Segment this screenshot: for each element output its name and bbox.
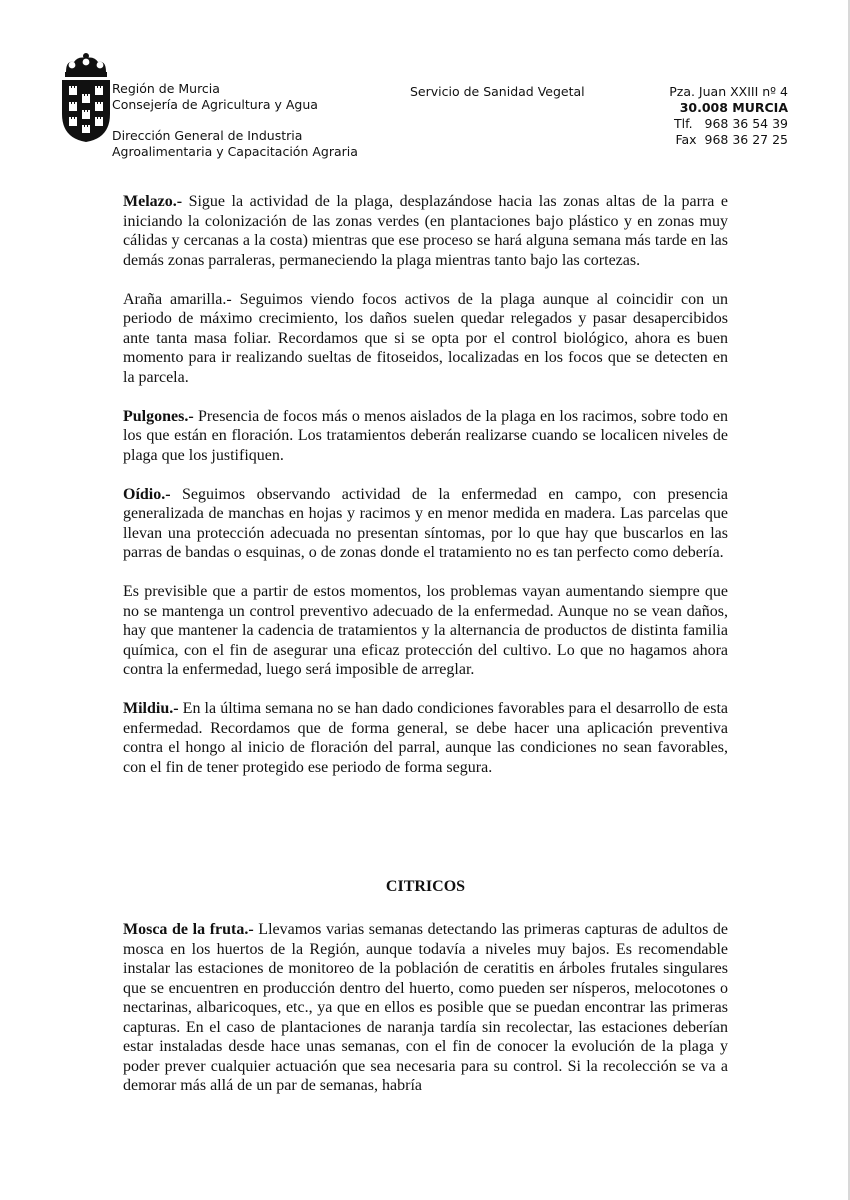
paragraph-mildiu (123, 699, 728, 777)
address-city: 30.008 MURCIA (679, 100, 788, 115)
document-body (123, 192, 728, 797)
document-body-citricos (123, 920, 728, 1115)
text-mosca: Llevamos varias semanas detectando las primeras capturas de adultos de mosca en los huertos de la Región, aunque todavía a niveles muy bajos. Es recomendable instalar las estaciones de monitoreo de la población de ceratitis en árboles frutales singulares que se encuentren en producción dentro del huerto, como pueden ser nísperos, melocotones o nectarinas, albaricoques, etc., ya que en ellos es posible que se puedan encontrar las primeras capturas. En el caso de plantaciones de naranja tardía sin recolectar, las estaciones deberían estar instaladas desde hace unas semanas, con el fin de conocer la evolución de la plaga y poder prever cualquier actuación que sea necesaria para su control. Si la recolección se va a demorar más allá de un par de semanas, habría (123, 921, 729, 1094)
heading-mosca: Mosca de la fruta.- (123, 921, 254, 938)
header-directorate (112, 128, 358, 160)
paragraph-oidio (123, 485, 728, 563)
fax-number: Fax 968 36 27 25 (675, 132, 788, 147)
header-address (669, 84, 788, 148)
directorate-line-1: Dirección General de Industria (112, 128, 303, 143)
paragraph-arana-amarilla: Araña amarilla.- Seguimos viendo focos activos de la plaga aunque al coincidir con un periodo de máximo crecimiento, los daños suelen quedar relegados y pasar desapercibidos ante tanta masa foliar. Recordamos que si se opta por el control biológico, ahora es buen momento para ir realizando sueltas de fitoseidos, localizadas en los focos que se detecten en la parcela. (123, 290, 728, 386)
paragraph-previsible: Es previsible que a partir de estos momentos, los problemas vayan aumentando siempre que no se mantenga un control preventivo adecuado de la enfermedad. Aunque no se vean daños, hay que mantener la cadencia de tratamientos y la alternancia de productos de distinta familia química, con el fin de asegurar una eficaz protección del cultivo. Lo que no hagamos ahora contra la enfermedad, luego será imposible de arreglar. (123, 583, 728, 678)
text-mildiu: En la última semana no se han dado condiciones favorables para el desarrollo de esta enfermedad. Recordamos que de forma general, se debe hacer una aplicación preventiva contra el hongo al inicio de floración del parral, aunque las condiciones no sean favorables, con el fin de tener protegido ese periodo de forma segura. (123, 700, 728, 776)
region-name: Región de Murcia (112, 81, 220, 96)
paragraph-pulgones (123, 407, 728, 466)
header-service (410, 84, 585, 100)
service-name: Servicio de Sanidad Vegetal (410, 84, 585, 99)
section-title-citricos: CITRICOS (385, 878, 466, 895)
region-crest-logo (60, 52, 112, 144)
phone-number: Tlf. 968 36 54 39 (674, 116, 788, 131)
header-organization (112, 81, 318, 113)
heading-pulgones: Pulgones.- (123, 407, 194, 425)
text-pulgones: Presencia de focos más o menos aislados de la plaga en los racimos, sobre todo en los que están en floración. Los tratamientos deberán realizarse cuando se localicen niveles de plaga que los justifiquen. (123, 407, 728, 464)
heading-oidio: Oídio.- (123, 485, 171, 503)
address-street: Pza. Juan XXIII nº 4 (669, 84, 788, 99)
text-melazo: Sigue la actividad de la plaga, desplazándose hacia las zonas altas de la parra e iniciando la colonización de las zonas verdes (en plantaciones bajo plástico y en zonas muy cálidas y cercanas a la costa) mientras que ese proceso se hará alguna semana más tarde en las demás zonas parraleras, permaneciendo la plaga mientras tanto bajo las cortezas. (123, 193, 728, 269)
ministry-name: Consejería de Agricultura y Agua (112, 97, 318, 112)
text-oidio: Seguimos observando actividad de la enfermedad en campo, con presencia generalizada de manchas en hojas y racimos y en menor medida en madera. Las parcelas que llevan una protección adecuada no presentan síntomas, por lo que hay que buscarlos en las parras de bandas o esquinas, o de zonas donde el tratamiento no es tan perfecto como debería. (123, 485, 728, 561)
directorate-line-2: Agroalimentaria y Capacitación Agraria (112, 144, 358, 159)
heading-mildiu: Mildiu.- (123, 700, 179, 717)
paragraph-melazo (123, 192, 728, 270)
heading-melazo: Melazo.- (123, 193, 183, 210)
paragraph-mosca (123, 920, 728, 1096)
